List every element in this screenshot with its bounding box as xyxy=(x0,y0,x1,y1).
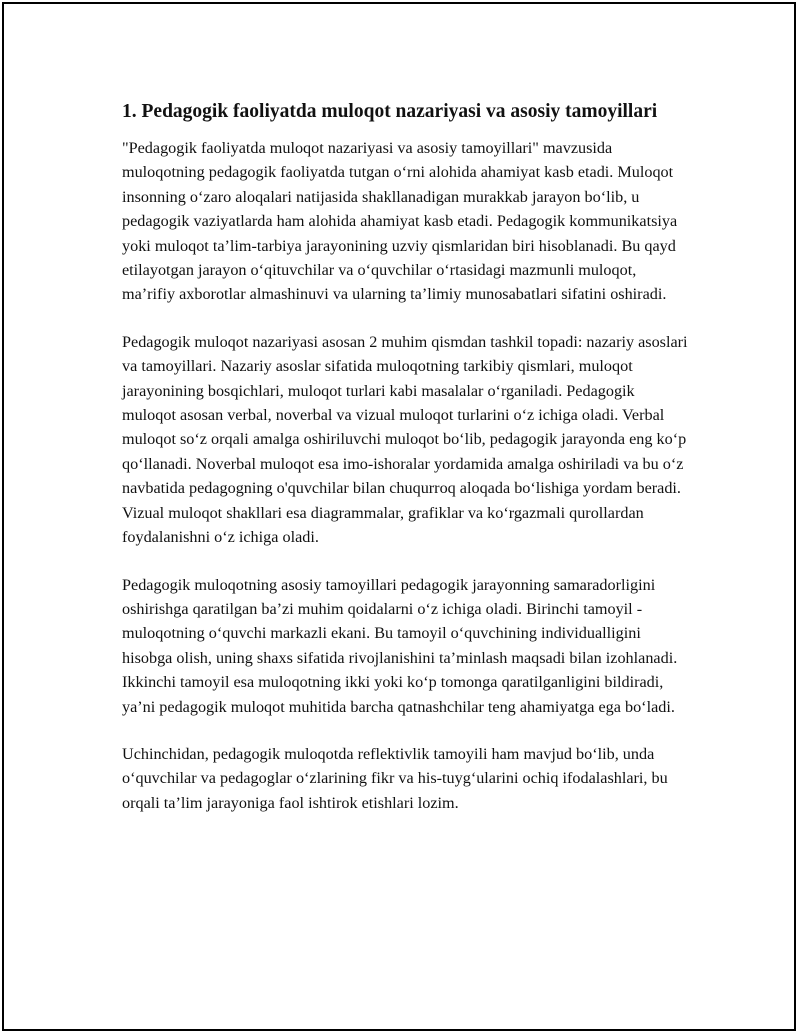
page-title: 1. Pedagogik faoliyatda muloqot nazariyasi va asosiy tamoyillari xyxy=(122,101,658,122)
paragraph-2: Pedagogik muloqot nazariyasi asosan 2 muhim qismdan tashkil topadi: nazariy asoslari va tamoyillari. Nazariy asoslar sifatida muloqotning tarkibiy qismlari, muloqot jarayonining bosqichlari, muloqot turlari kabi masalalar o‘rganiladi. Pedagogik muloqot asosan verbal, noverbal va vizual muloqot turlarini o‘z ichiga oladi. Verbal muloqot so‘z orqali amalga oshiriluvchi muloqot bo‘lib, pedagogik jarayonda eng ko‘p qo‘llanadi. Noverbal muloqot esa imo-ishoralar yordamida amalga oshiriladi va bu o‘z navbatida pedagogning o'quvchilar bilan chuqurroq aloqada bo‘lishiga yordam beradi. Vizual muloqot shakllari esa diagrammalar, grafiklar va ko‘rgazmali qurollardan foydalanishni o‘z ichiga oladi. xyxy=(122,332,688,547)
paragraph-4: Uchinchidan, pedagogik muloqotda reflektivlik tamoyili ham mavjud bo‘lib, unda o‘quvchilar va pedagoglar o‘zlarining fikr va his-tuyg‘ularini ochiq ifodalashlari, bu orqali ta’lim jarayoniga faol ishtirok etishlari lozim. xyxy=(122,744,668,812)
page-frame xyxy=(2,2,796,1031)
paragraph-3: Pedagogik muloqotning asosiy tamoyillari pedagogik jarayonning samaradorligini oshirishga qaratilgan ba’zi muhim qoidalarni o‘z ichiga oladi. Birinchi tamoyil - muloqotning o‘quvchi markazli ekani. Bu tamoyil o‘quvchining individualligini hisobga olish, uning shaxs sifatida rivojlanishini ta’minlash maqsadi bilan izohlanadi. Ikkinchi tamoyil esa muloqotning ikki yoki ko‘p tomonga qaratilganligini bildiradi, ya’ni pedagogik muloqot muhitida barcha qatnashchilar teng ahamiyatga ega bo‘ladi. xyxy=(122,575,678,716)
document-body xyxy=(122,98,692,838)
paragraph-1: "Pedagogik faoliyatda muloqot nazariyasi va asosiy tamoyillari" mavzusida muloqotning pedagogik faoliyatda tutgan o‘rni alohida ahamiyat kasb etadi. Muloqot insonning o‘zaro aloqalari natijasida shakllanadigan murakkab jarayon bo‘lib, u pedagogik vaziyatlarda ham alohida ahamiyat kasb etadi. Pedagogik kommunikatsiya yoki muloqot ta’lim-tarbiya jarayonining uzviy qismlaridan biri hisoblanadi. Bu qayd etilayotgan jarayon o‘qituvchilar va o‘quvchilar o‘rtasidagi mazmunli muloqot, ma’rifiy axborotlar almashinuvi va ularning ta’limiy munosabatlari sifatini oshiradi. xyxy=(122,139,678,304)
